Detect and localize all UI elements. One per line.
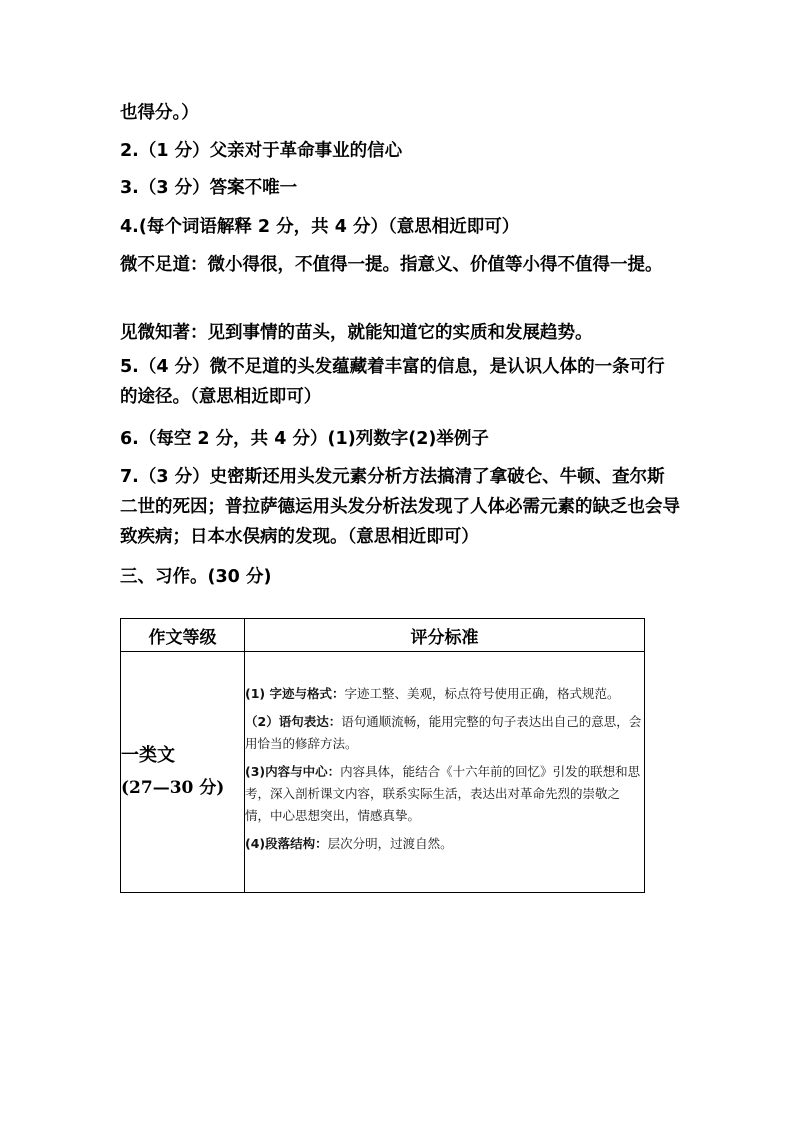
criterion-2: [245, 711, 644, 755]
section-3-heading: 三、习作。(30 分): [120, 567, 272, 587]
answer-3: 3.（3 分）答案不唯一: [120, 178, 298, 198]
answer-6: 6.（每空 2 分，共 4 分）(1)列数字(2)举例子: [120, 429, 489, 449]
header-criteria: 评分标准: [245, 619, 645, 652]
grade-range: (27—30 分): [121, 778, 225, 798]
table-row: [121, 652, 645, 893]
answer-2: 2.（1 分）父亲对于革命事业的信心: [120, 141, 403, 161]
criterion-text: 语句通顺流畅，能用完整的句子表达出自己的意思，会用恰当的修辞方法。: [245, 714, 642, 751]
grading-table: [120, 618, 645, 893]
grade-cell: [121, 652, 245, 893]
criterion-title: (4)段落结构：: [245, 836, 328, 851]
table-header-row: [121, 619, 645, 652]
header-grade: 作文等级: [121, 619, 245, 652]
answer-line-continuation: 也得分。）: [120, 103, 199, 123]
answer-4-heading: 4.(每个词语解释 2 分，共 4 分）（意思相近即可）: [120, 217, 520, 237]
answer-7: 7.（3 分）史密斯还用头发元素分析方法搞清了拿破仑、牛顿、查尔斯二世的死因；普拉萨德运用头发分析法发现了人体必需元素的缺乏也会导致疾病；日本水俣病的发现。（意思相近即可）: [120, 467, 680, 547]
answer-4-term-2: 见微知著：见到事情的苗头，就能知道它的实质和发展趋势。: [120, 323, 593, 343]
answer-5: 5.（4 分）微不足道的头发蕴藏着丰富的信息，是认识人体的一条可行的途径。（意思相近即可）: [120, 357, 665, 407]
criterion-3: [245, 761, 644, 827]
criteria-cell: [245, 652, 645, 893]
criterion-title: (3)内容与中心：: [245, 764, 341, 779]
answer-4-term-1: 微不足道：微小得很，不值得一提。指意义、价值等小得不值得一提。: [120, 255, 663, 275]
criterion-text: 字迹工整、美观，标点符号使用正确，格式规范。: [344, 686, 620, 701]
criterion-title: （2）语句表达：: [245, 714, 342, 729]
criterion-text: 层次分明，过渡自然。: [327, 836, 453, 851]
criterion-1: [245, 683, 644, 705]
grade-label: 一类文: [121, 745, 175, 766]
criterion-4: [245, 833, 644, 855]
criterion-text: 内容具体，能结合《十六年前的回忆》引发的联想和思考，深入剖析课文内容，联系实际生活，表达出对革命先烈的崇敬之情，中心思想突出，情感真挚。: [245, 764, 641, 823]
criterion-title: (1) 字迹与格式：: [245, 686, 345, 701]
